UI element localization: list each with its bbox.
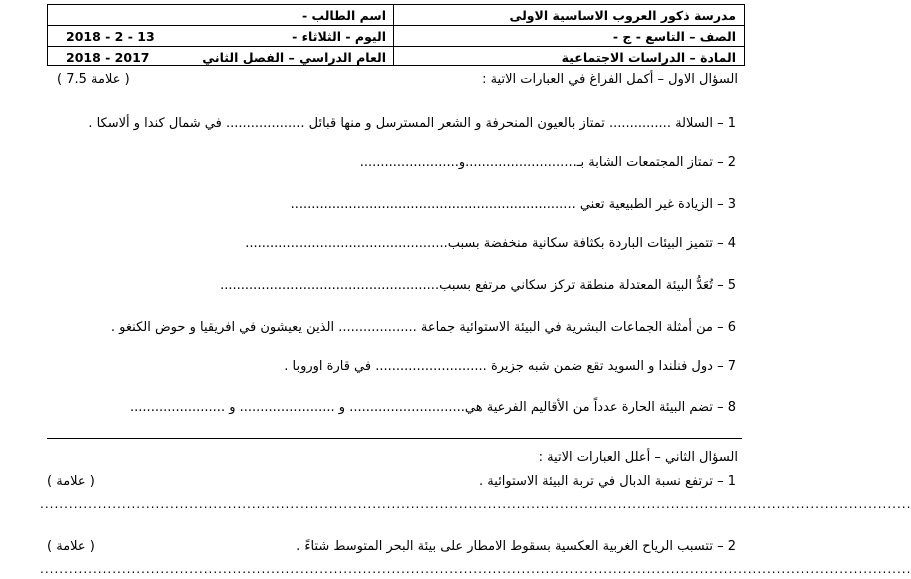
school-name: مدرسة ذكور العروب الاساسية الاولى xyxy=(509,8,736,23)
q2-item-2-score: ( علامة ) xyxy=(47,539,95,554)
q2-item-2: 2 – تتسبب الرياح الغربية العكسية بسقوط الامطار على بيئة البحر المتوسط شتاءً . xyxy=(296,539,736,554)
student-name-label: اسم الطالب - xyxy=(301,8,386,23)
header-row-line xyxy=(48,46,744,47)
q1-item-8: 8 – تضم البيئة الحارة عدداً من الأقاليم الفرعية هي............................ و ....................... و ....................... xyxy=(130,400,736,415)
q1-item-7: 7 – دول فنلندا و السويد تقع ضمن شبه جزيرة ........................... في قارة اوروبا . xyxy=(284,359,736,374)
q1-item-4: 4 – تتميز البيئات الباردة بكثافة سكانية منخفضة بسبب................................................. xyxy=(245,236,736,251)
q1-score: ( 7.5 علامة ) xyxy=(57,72,130,87)
year-label: العام الدراسي – الفصل الثاني xyxy=(202,50,386,65)
q2-item-1: 1 – ترتفع نسبة الدبال في تربة البيئة الاستوائية . xyxy=(479,474,736,489)
q1-title: السؤال الاول – أكمل الفراغ في العبارات الاتية : xyxy=(482,72,738,87)
q2-item-1-score: ( علامة ) xyxy=(47,474,95,489)
subject-label: المادة – الدراسات الاجتماعية xyxy=(561,50,736,65)
q1-item-5: 5 – تُعَدُّ البيئة المعتدلة منطقة تركز سكاني مرتفع بسبب..................................................... xyxy=(220,278,736,293)
q1-item-6: 6 – من أمثلة الجماعات البشرية في البيئة الاستوائية جماعة ................... الذين يعيشون في افريقيا و حوض الكنغو . xyxy=(110,320,736,335)
section-separator xyxy=(47,438,742,439)
class-label: الصف – التاسع - ج - xyxy=(612,29,736,44)
academic-year: 2018 - 2017 xyxy=(66,50,150,65)
answer-line: ..................................................................................................................................................................................... xyxy=(40,562,911,576)
header-divider xyxy=(393,5,394,65)
q1-item-3: 3 – الزيادة غير الطبيعية تعني ..................................................................... xyxy=(290,197,736,212)
day-label: اليوم - الثلاثاء - xyxy=(292,29,386,44)
header-table xyxy=(47,4,745,66)
q1-item-2: 2 – تمتاز المجتمعات الشابة بـ...........................و........................ xyxy=(359,155,736,170)
exam-date: 2018 - 2 - 13 xyxy=(66,29,155,44)
q1-item-1: 1 – السلالة ............... تمتاز بالعيون المنحرفة و الشعر المسترسل و منها قبائل ................... في شمال كندا و ألاسكا . xyxy=(88,116,736,131)
answer-line: ..................................................................................................................................................................................... xyxy=(40,497,911,511)
q2-title: السؤال الثاني – أعلل العبارات الاتية : xyxy=(538,450,738,465)
header-row-line xyxy=(48,25,744,26)
